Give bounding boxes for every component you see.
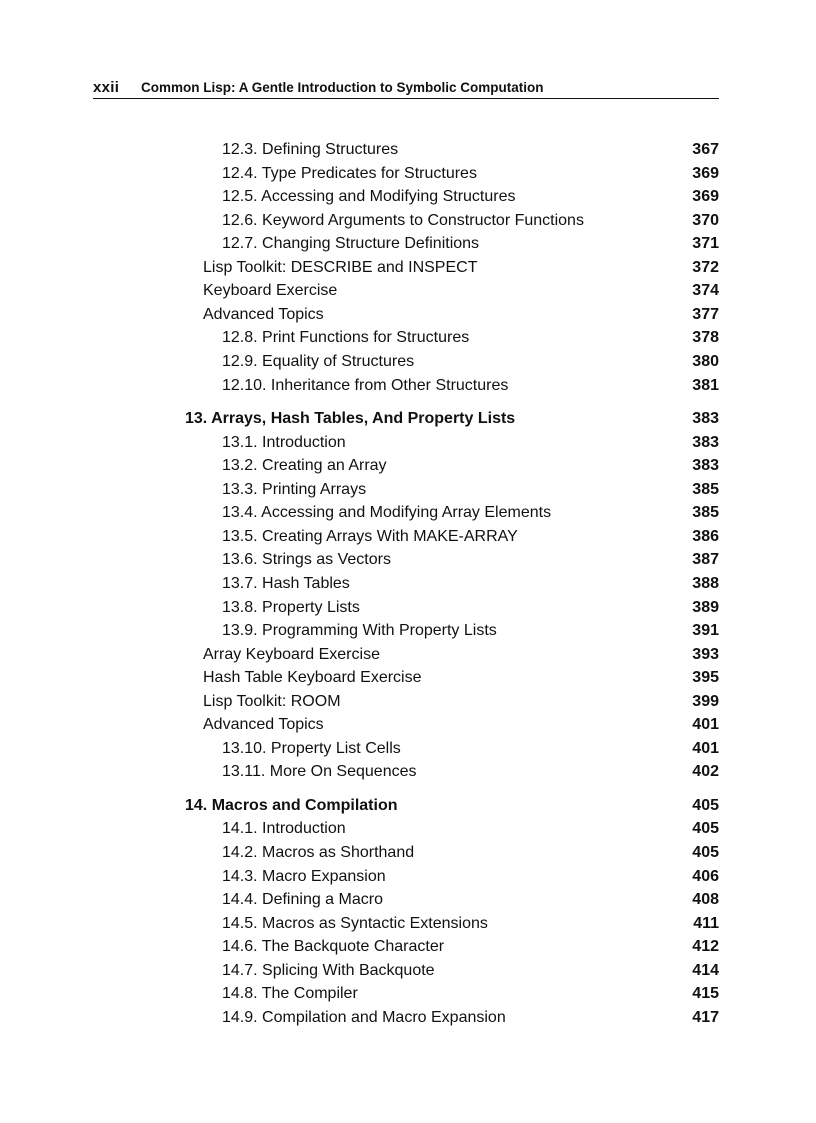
toc-entry-title: Keyboard Exercise (203, 282, 338, 300)
toc-entry-title: 12.9. Equality of Structures (222, 353, 415, 370)
toc-entry-page: 406 (692, 867, 719, 885)
toc-entry-page: 387 (692, 551, 719, 569)
toc-entry-page: 411 (693, 914, 719, 932)
toc-entry-title: 14.4. Defining a Macro (222, 891, 383, 908)
toc-subsection-entry (222, 620, 719, 642)
toc-entry-title: 12.4. Type Predicates for Structures (222, 164, 477, 182)
toc-entry-page: 372 (692, 258, 719, 276)
toc-entry-title: 12.3. Defining Structures (222, 141, 399, 158)
toc-entry-title: 14.6. The Backquote Character (222, 938, 445, 956)
toc-subsection-entry (222, 432, 719, 454)
toc-entry-title: 13.6. Strings as Vectors (222, 551, 391, 569)
toc-entry-title: 13.8. Property Lists (222, 598, 360, 616)
toc-subsection-entry (222, 597, 719, 619)
toc-entry-title: Lisp Toolkit: ROOM (203, 692, 341, 710)
toc-subsection-entry (222, 866, 719, 888)
toc-entry-page: 402 (692, 763, 719, 781)
toc-entry-title: 14.1. Introduction (222, 820, 346, 838)
toc-entry-title: 12.8. Print Functions for Structures (222, 329, 470, 347)
toc-entry-page: 391 (692, 622, 719, 639)
toc-entry-page: 383 (692, 433, 719, 451)
toc-entry-page: 380 (692, 353, 719, 370)
toc-subsection-entry (222, 1007, 719, 1029)
toc-entry-title: 14.9. Compilation and Macro Expansion (222, 1008, 506, 1026)
toc-chapter-entry (185, 408, 719, 430)
toc-entry-title: Array Keyboard Exercise (203, 645, 380, 663)
toc-entry-title: 13.7. Hash Tables (222, 574, 350, 592)
toc-section-entry (203, 280, 719, 302)
toc-entry-page: 405 (692, 843, 719, 861)
toc-entry-title: 13.11. More On Sequences (222, 763, 417, 781)
toc-subsection-entry (222, 738, 719, 760)
toc-subsection-entry (222, 818, 719, 840)
toc-entry-page: 405 (692, 820, 719, 838)
toc-subsection-entry (222, 233, 719, 255)
toc-entry-title: 12.7. Changing Structure Definitions (222, 235, 480, 253)
toc-section-entry (203, 304, 719, 326)
toc-entry-title: 13.5. Creating Arrays With MAKE-ARRAY (222, 527, 518, 545)
toc-section-entry (203, 667, 719, 689)
toc-subsection-entry (222, 502, 719, 524)
toc-subsection-entry (222, 455, 719, 477)
toc-entry-page: 367 (692, 141, 719, 158)
toc-entry-page: 383 (692, 457, 719, 475)
toc-entry-page: 388 (692, 574, 719, 592)
toc-entry-page: 389 (692, 598, 719, 616)
toc-subsection-entry (222, 913, 719, 935)
toc-entry-title: 14.2. Macros as Shorthand (222, 843, 415, 861)
toc-entry-title: 13. Arrays, Hash Tables, And Property Lists (185, 410, 516, 428)
toc-chapter-entry (185, 795, 719, 817)
toc-subsection-entry (222, 549, 719, 571)
toc-subsection-entry (222, 936, 719, 958)
toc-subsection-entry (222, 573, 719, 595)
toc-entry-title: 14.8. The Compiler (222, 985, 358, 1003)
toc-entry-title: 12.6. Keyword Arguments to Constructor Functions (222, 211, 584, 229)
toc-entry-title: 13.4. Accessing and Modifying Array Elements (222, 504, 552, 522)
toc-subsection-entry (222, 163, 719, 185)
book-title: Common Lisp: A Gentle Introduction to Symbolic Computation (141, 80, 544, 95)
toc-entry-title: 13.3. Printing Arrays (222, 480, 367, 498)
toc-subsection-entry (222, 960, 719, 982)
toc-entry-title: 14. Macros and Compilation (185, 796, 398, 814)
toc-entry-page: 371 (692, 235, 719, 253)
toc-entry-page: 381 (692, 376, 719, 394)
toc-section-entry (203, 644, 719, 666)
toc-entry-title: 13.2. Creating an Array (222, 457, 387, 475)
toc-entry-title: Advanced Topics (203, 305, 324, 323)
toc-entry-title: Lisp Toolkit: DESCRIBE and INSPECT (203, 258, 478, 276)
page-number: xxii (93, 79, 120, 96)
toc-section-entry (203, 714, 719, 736)
toc-entry-page: 401 (692, 716, 719, 734)
toc-entry-page: 386 (692, 527, 719, 545)
toc-subsection-entry (222, 761, 719, 783)
toc-subsection-entry (222, 375, 719, 397)
toc-entry-page: 369 (692, 164, 719, 182)
toc-entry-title: 13.9. Programming With Property Lists (222, 622, 497, 639)
toc-entry-title: 13.10. Property List Cells (222, 739, 401, 757)
toc-entry-page: 405 (692, 796, 719, 814)
toc-entry-page: 393 (692, 645, 719, 663)
toc-entry-page: 399 (692, 692, 719, 710)
toc-entry-title: 12.5. Accessing and Modifying Structures (222, 188, 516, 206)
toc-entry-title: 13.1. Introduction (222, 433, 346, 451)
toc-entry-title: 14.3. Macro Expansion (222, 867, 386, 885)
toc-subsection-entry (222, 889, 719, 911)
toc-entry-page: 369 (692, 188, 719, 206)
toc-entry-title: Hash Table Keyboard Exercise (203, 669, 422, 687)
toc-subsection-entry (222, 351, 719, 373)
toc-entry-title: 12.10. Inheritance from Other Structures (222, 376, 509, 394)
toc-entry-page: 378 (692, 329, 719, 347)
toc-entry-page: 395 (692, 669, 719, 687)
toc-section-entry (203, 257, 719, 279)
toc-entry-page: 415 (692, 985, 719, 1003)
toc-subsection-entry (222, 842, 719, 864)
toc-entry-page: 385 (692, 480, 719, 498)
toc-entry-title: Advanced Topics (203, 716, 324, 734)
toc-entry-page: 385 (692, 504, 719, 522)
toc-entry-page: 377 (692, 305, 719, 323)
toc-entry-page: 412 (692, 938, 719, 956)
toc-entry-page: 408 (692, 891, 719, 908)
toc-subsection-entry (222, 139, 719, 161)
toc-subsection-entry (222, 186, 719, 208)
toc-entry-page: 374 (692, 282, 719, 300)
toc-entry-page: 383 (692, 410, 719, 428)
toc-entry-page: 370 (692, 211, 719, 229)
toc-entry-page: 414 (692, 961, 719, 979)
toc-entry-page: 401 (692, 739, 719, 757)
toc-subsection-entry (222, 526, 719, 548)
toc-entry-title: 14.7. Splicing With Backquote (222, 961, 435, 979)
toc-subsection-entry (222, 210, 719, 232)
toc-subsection-entry (222, 479, 719, 501)
toc-subsection-entry (222, 983, 719, 1005)
toc-section-entry (203, 691, 719, 713)
toc-subsection-entry (222, 327, 719, 349)
toc-entry-title: 14.5. Macros as Syntactic Extensions (222, 914, 488, 932)
toc-entry-page: 417 (692, 1008, 719, 1026)
